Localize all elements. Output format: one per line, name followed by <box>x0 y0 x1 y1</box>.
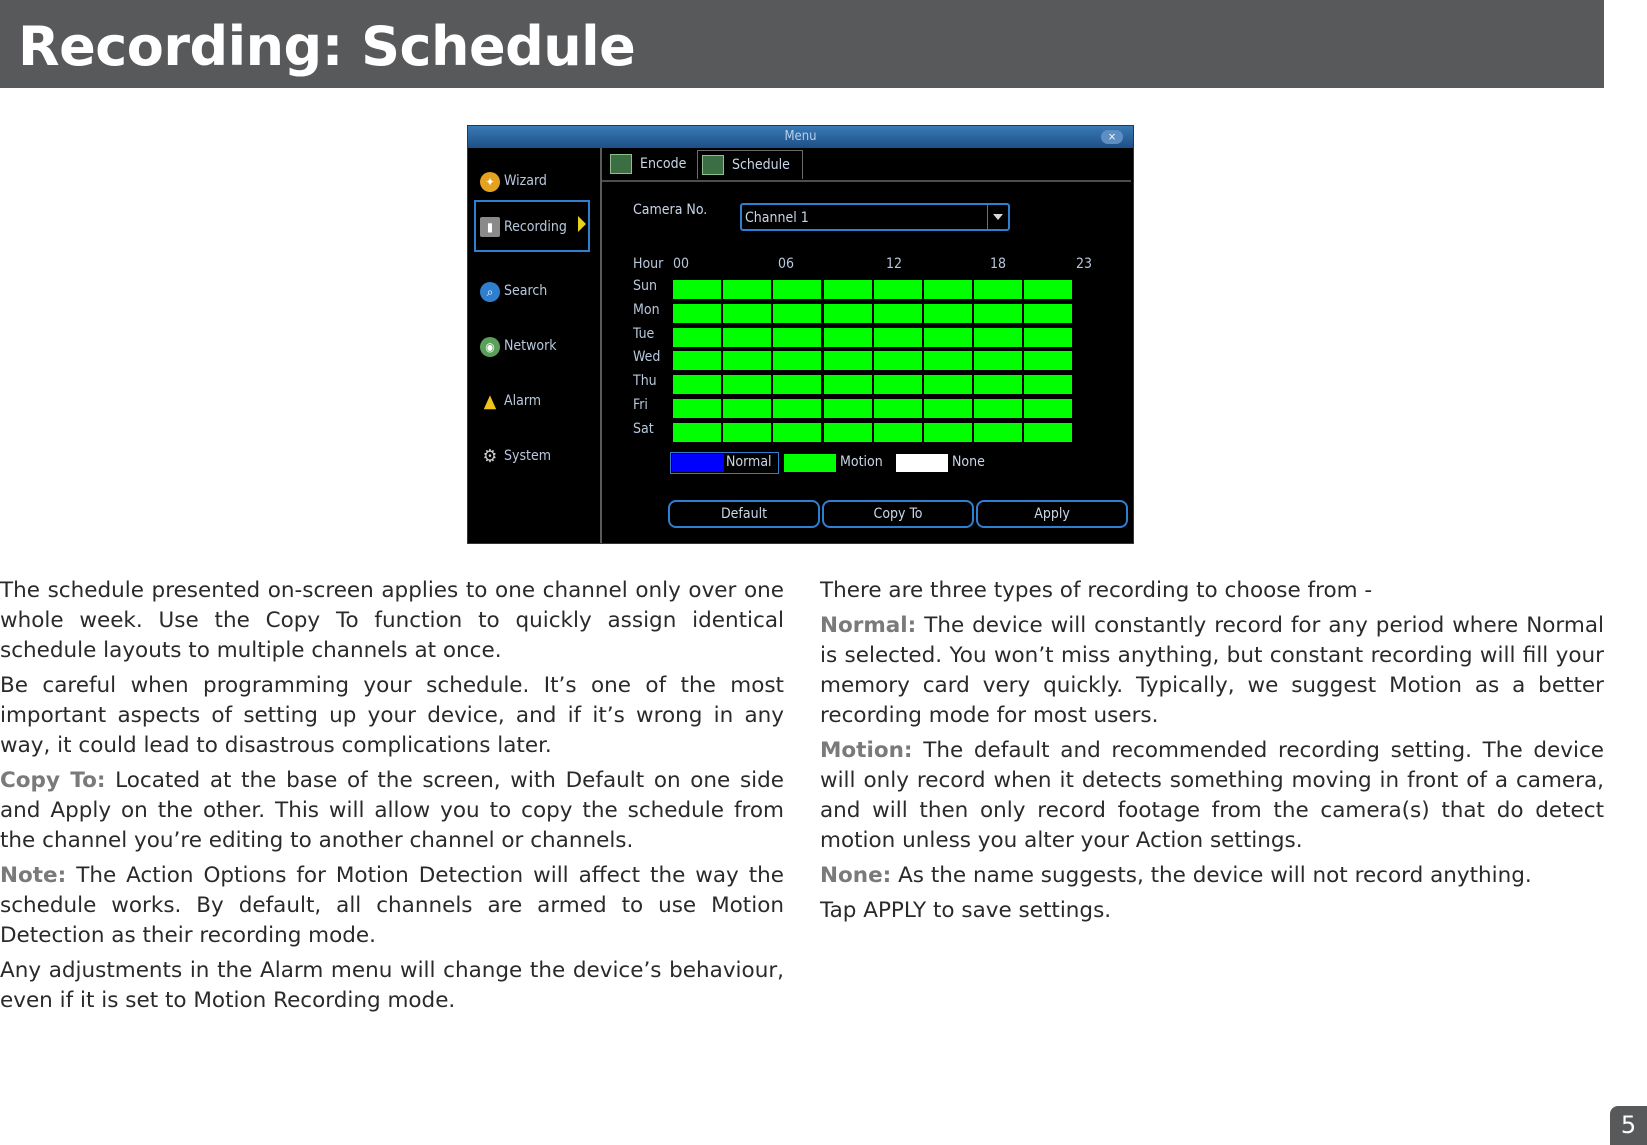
term: Copy To: <box>0 768 106 793</box>
schedule-cell[interactable] <box>673 280 721 299</box>
page-number: 5 <box>1610 1106 1647 1145</box>
schedule-cell[interactable] <box>924 351 972 370</box>
term: Normal: <box>820 613 917 638</box>
schedule-cell[interactable] <box>874 375 922 394</box>
legend-normal-swatch[interactable] <box>672 454 724 472</box>
schedule-cell[interactable] <box>773 351 821 370</box>
schedule-cell[interactable] <box>824 399 872 418</box>
schedule-cell[interactable] <box>924 280 972 299</box>
schedule-cell[interactable] <box>723 328 771 347</box>
sidebar-item-recording[interactable] <box>474 200 590 252</box>
copy-to-button[interactable]: Copy To <box>822 500 974 528</box>
paragraph: Note: The Action Options for Motion Detection will affect the way the schedule works. By default, all channels are armed to use Motion Detection as their recording mode. <box>0 863 784 948</box>
paragraph: The schedule presented on-screen applies to one channel only over one whole week. Use the Copy To function to quickly assign identical schedule layouts to multiple channels at once. <box>0 578 784 663</box>
hour-label: Hour <box>633 256 664 272</box>
sidebar-item-label: Recording <box>504 219 567 235</box>
schedule-cell[interactable] <box>874 351 922 370</box>
day-label-fri: Fri <box>633 397 648 413</box>
encode-icon <box>610 154 632 174</box>
sidebar-item-label: System <box>504 448 551 464</box>
recording-icon: ▮ <box>480 217 500 237</box>
close-icon[interactable]: × <box>1101 130 1123 144</box>
schedule-cell[interactable] <box>773 280 821 299</box>
day-label-mon: Mon <box>633 301 660 318</box>
apply-button[interactable]: Apply <box>976 500 1128 528</box>
schedule-cell[interactable] <box>673 399 721 418</box>
paragraph: None: As the name suggests, the device will not record anything. <box>820 863 1532 888</box>
schedule-cell[interactable] <box>974 351 1022 370</box>
chevron-down-icon[interactable] <box>987 205 1008 229</box>
day-label-sat: Sat <box>633 420 654 437</box>
schedule-cell[interactable] <box>924 423 972 442</box>
network-icon: ◉ <box>480 337 500 357</box>
sidebar-item-label: Wizard <box>504 173 547 189</box>
camera-number-label: Camera No. <box>633 202 708 218</box>
day-label-wed: Wed <box>633 349 661 366</box>
schedule-cell[interactable] <box>824 351 872 370</box>
paragraph: There are three types of recording to choose from - <box>820 578 1373 603</box>
schedule-cell[interactable] <box>723 351 771 370</box>
sidebar-item-label: Search <box>504 283 548 299</box>
sidebar-item-label: Network <box>504 338 557 354</box>
schedule-cell[interactable] <box>924 304 972 323</box>
schedule-cell[interactable] <box>974 423 1022 442</box>
hour-tick: 12 <box>886 256 903 272</box>
schedule-cell[interactable] <box>824 304 872 323</box>
sidebar-item-search[interactable] <box>476 270 592 314</box>
schedule-cell[interactable] <box>824 280 872 299</box>
dvr-menu-screenshot <box>467 125 1134 544</box>
sidebar-item-network[interactable] <box>476 325 592 369</box>
schedule-cell[interactable] <box>773 328 821 347</box>
schedule-cell[interactable] <box>773 423 821 442</box>
schedule-cell[interactable] <box>974 304 1022 323</box>
schedule-cell[interactable] <box>673 423 721 442</box>
day-label-thu: Thu <box>633 373 657 390</box>
schedule-cell[interactable] <box>1024 280 1072 299</box>
schedule-cell[interactable] <box>723 280 771 299</box>
title-bar <box>0 0 1604 88</box>
right-column <box>820 576 1604 931</box>
legend-motion-label: Motion <box>840 454 883 470</box>
camera-select[interactable] <box>740 203 1010 231</box>
menu-sidebar <box>468 148 602 543</box>
schedule-cell[interactable] <box>773 304 821 323</box>
schedule-cell[interactable] <box>673 351 721 370</box>
schedule-cell[interactable] <box>874 328 922 347</box>
schedule-cell[interactable] <box>1024 423 1072 442</box>
legend-none-swatch[interactable] <box>896 454 948 472</box>
schedule-cell[interactable] <box>974 375 1022 394</box>
schedule-cell[interactable] <box>673 375 721 394</box>
sidebar-item-alarm[interactable] <box>476 380 592 424</box>
schedule-cell[interactable] <box>1024 375 1072 394</box>
hour-tick: 06 <box>778 256 795 272</box>
paragraph: Normal: The device will constantly record for any period where Normal is selected. You won’t miss anything, but constant recording will fill your memory card very quickly. Typically, we suggest Motion as a better recording mode for most users. <box>820 613 1604 728</box>
schedule-cell[interactable] <box>924 328 972 347</box>
hour-tick: 00 <box>673 256 690 272</box>
sidebar-item-label: Alarm <box>504 393 542 409</box>
schedule-cell[interactable] <box>974 328 1022 347</box>
paragraph: Motion: The default and recommended recording setting. The device will only record when it detects something moving in front of a camera, and will then only record footage from the camera(s) that do detect motion unless you alter your Action settings. <box>820 738 1604 853</box>
schedule-cell[interactable] <box>773 375 821 394</box>
schedule-cell[interactable] <box>723 375 771 394</box>
schedule-cell[interactable] <box>924 375 972 394</box>
paragraph: Any adjustments in the Alarm menu will change the device’s behaviour, even if it is set to Motion Recording mode. <box>0 958 784 1013</box>
sidebar-item-system[interactable] <box>476 435 592 479</box>
page-title: Recording: Schedule <box>18 15 636 78</box>
schedule-cell[interactable] <box>824 328 872 347</box>
legend-normal-label: Normal <box>726 454 772 470</box>
menu-tabs <box>602 148 1131 182</box>
wizard-icon: ✦ <box>480 172 500 192</box>
schedule-cell[interactable] <box>673 328 721 347</box>
schedule-cell[interactable] <box>824 375 872 394</box>
schedule-cell[interactable] <box>673 304 721 323</box>
schedule-cell[interactable] <box>723 399 771 418</box>
selected-arrow-icon <box>578 216 586 232</box>
day-label-tue: Tue <box>633 325 655 342</box>
term: None: <box>820 863 892 888</box>
schedule-cell[interactable] <box>1024 328 1072 347</box>
legend-none-label: None <box>952 454 985 470</box>
tab-schedule[interactable]: Schedule <box>697 150 803 179</box>
term: Motion: <box>820 738 913 763</box>
paragraph: Copy To: Located at the base of the screen, with Default on one side and Apply on the other. This will allow you to copy the schedule from the channel you’re editing to another channel or channels. <box>0 768 784 853</box>
schedule-cell[interactable] <box>974 399 1022 418</box>
alarm-icon: ▲ <box>483 391 497 412</box>
hour-tick: 23 <box>1076 256 1093 272</box>
search-icon: ⌕ <box>480 282 500 302</box>
left-column <box>0 576 784 1021</box>
legend-motion-swatch[interactable] <box>784 454 836 472</box>
schedule-cell[interactable] <box>1024 399 1072 418</box>
schedule-cell[interactable] <box>773 399 821 418</box>
menu-titlebar <box>468 126 1133 148</box>
schedule-cell[interactable] <box>924 399 972 418</box>
schedule-cell[interactable] <box>723 304 771 323</box>
schedule-cell[interactable] <box>874 304 922 323</box>
tab-encode[interactable]: Encode <box>606 150 694 178</box>
default-button[interactable]: Default <box>668 500 820 528</box>
term: Note: <box>0 863 67 888</box>
schedule-cell[interactable] <box>874 399 922 418</box>
schedule-cell[interactable] <box>824 423 872 442</box>
schedule-cell[interactable] <box>723 423 771 442</box>
sidebar-item-wizard[interactable] <box>476 160 592 204</box>
schedule-cell[interactable] <box>874 280 922 299</box>
day-label-sun: Sun <box>633 278 657 294</box>
schedule-cell[interactable] <box>974 280 1022 299</box>
schedule-cell[interactable] <box>1024 351 1072 370</box>
menu-title: Menu <box>784 129 817 144</box>
paragraph: Tap APPLY to save settings. <box>820 898 1112 923</box>
system-icon: ⚙ <box>482 446 498 467</box>
hour-tick: 18 <box>990 256 1007 272</box>
schedule-icon <box>702 155 724 175</box>
camera-select-value: Channel 1 <box>745 210 809 226</box>
paragraph: Be careful when programming your schedule. It’s one of the most important aspects of setting up your device, and if it’s wrong in any way, it could lead to disastrous complications later. <box>0 673 784 758</box>
schedule-cell[interactable] <box>874 423 922 442</box>
schedule-cell[interactable] <box>1024 304 1072 323</box>
